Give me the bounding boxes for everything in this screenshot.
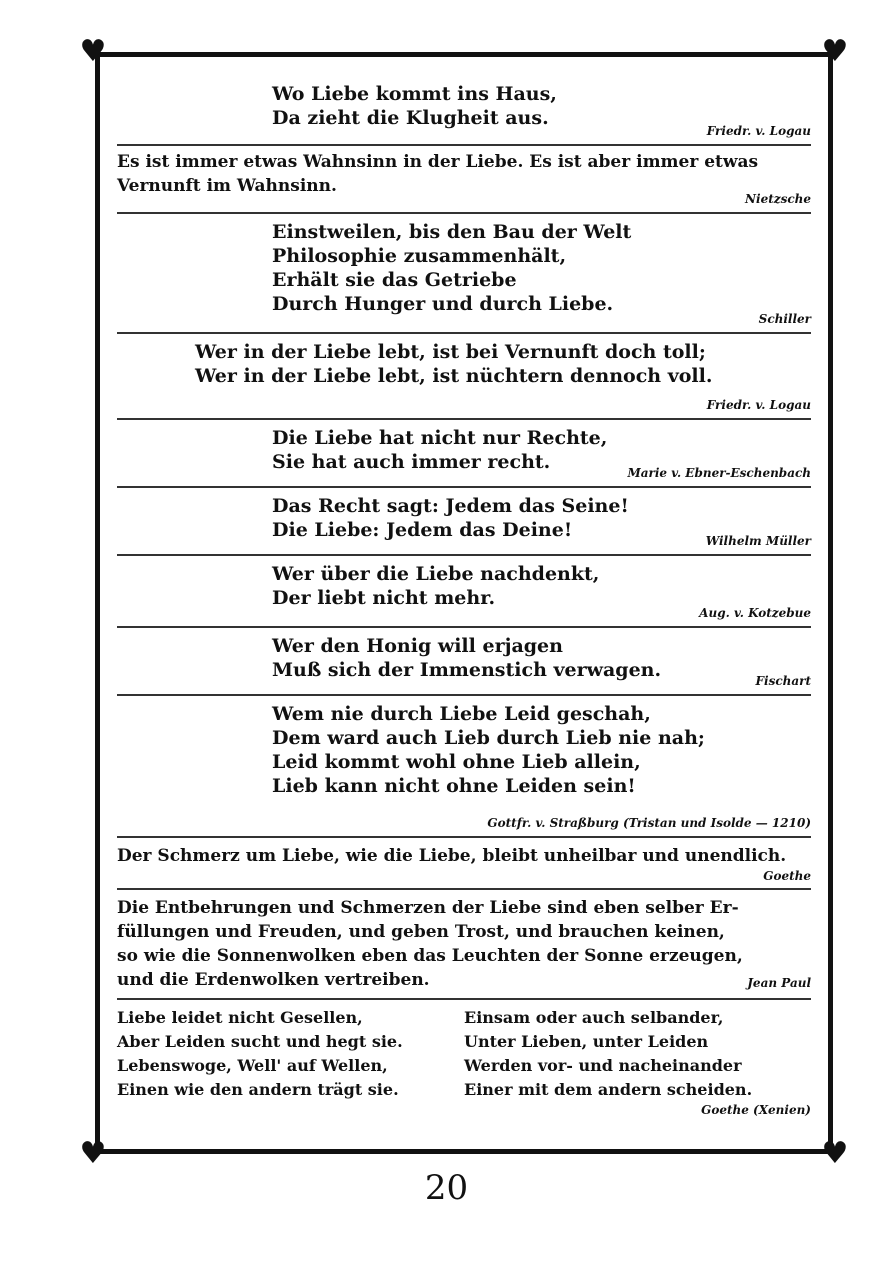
quote-line: Wer in der Liebe lebt, ist bei Vernunft doch toll; xyxy=(195,341,706,363)
quote-entry xyxy=(117,696,811,838)
quote-line: Einer mit dem andern scheiden. xyxy=(464,1080,753,1099)
quote-line: Vernunft im Wahnsinn. xyxy=(117,176,337,196)
quote-line: Liebe leidet nicht Gesellen, xyxy=(117,1008,363,1027)
quote-line: Werden vor- und nacheinander xyxy=(464,1056,742,1075)
quote-line: Der Schmerz um Liebe, wie die Liebe, bleibt unheilbar und unendlich. xyxy=(117,846,787,866)
quote-line: Einsam oder auch selbander, xyxy=(464,1008,724,1027)
quote-author: Goethe (Xenien) xyxy=(701,1103,811,1117)
frame-bottom-rule xyxy=(95,1149,833,1154)
quote-entry xyxy=(117,214,811,334)
quote-line: Die Liebe: Jedem das Deine! xyxy=(272,519,573,541)
quote-author: Gottfr. v. Straßburg (Tristan und Isolde — 1210) xyxy=(487,816,811,830)
frame-top-rule xyxy=(95,52,833,57)
quote-entry xyxy=(117,488,811,556)
quote-line: Unter Lieben, unter Leiden xyxy=(464,1032,709,1051)
quote-line: Dem ward auch Lieb durch Lieb nie nah; xyxy=(272,727,705,749)
quote-author: Aug. v. Kotzebue xyxy=(699,606,811,620)
quote-line: Wo Liebe kommt ins Haus, xyxy=(272,83,557,105)
quote-line: Da zieht die Klugheit aus. xyxy=(272,107,549,129)
quote-line: Der liebt nicht mehr. xyxy=(272,587,496,609)
quote-author: Marie v. Ebner-Eschenbach xyxy=(627,466,811,480)
quote-author: Fischart xyxy=(755,674,811,688)
quote-line: Einstweilen, bis den Bau der Welt xyxy=(272,221,632,243)
heart-ornament-icon: ♥ xyxy=(821,1136,849,1171)
quote-entry xyxy=(117,628,811,696)
quote-line: Einen wie den andern trägt sie. xyxy=(117,1080,399,1099)
quote-line: Die Liebe hat nicht nur Rechte, xyxy=(272,427,608,449)
heart-ornament-icon: ♥ xyxy=(79,34,107,69)
quote-line: Wer in der Liebe lebt, ist nüchtern dennoch voll. xyxy=(195,365,713,387)
quote-line: Die Entbehrungen und Schmerzen der Liebe sind eben selber Er- xyxy=(117,898,739,918)
quote-line: und die Erdenwolken vertreiben. xyxy=(117,970,430,990)
quote-entry xyxy=(117,838,811,890)
quote-author: Wilhelm Müller xyxy=(705,534,811,548)
quote-line: Sie hat auch immer recht. xyxy=(272,451,551,473)
quote-author: Nietzsche xyxy=(745,192,811,206)
quote-line: Wem nie durch Liebe Leid geschah, xyxy=(272,703,651,725)
heart-ornament-icon: ♥ xyxy=(821,34,849,69)
quote-entry xyxy=(117,1000,811,1122)
quote-line: Durch Hunger und durch Liebe. xyxy=(272,293,614,315)
quote-line: Das Recht sagt: Jedem das Seine! xyxy=(272,495,629,517)
quote-entry xyxy=(117,334,811,420)
quote-entry xyxy=(117,82,811,146)
quote-line: Aber Leiden sucht und hegt sie. xyxy=(117,1032,403,1051)
quote-line: Erhält sie das Getriebe xyxy=(272,269,517,291)
quote-line: so wie die Sonnenwolken eben das Leuchten der Sonne erzeugen, xyxy=(117,946,743,966)
quote-author: Goethe xyxy=(763,869,811,883)
quote-line: Philosophie zusammenhält, xyxy=(272,245,567,267)
quote-author: Schiller xyxy=(758,312,811,326)
heart-ornament-icon: ♥ xyxy=(79,1136,107,1171)
frame-left-rule xyxy=(95,52,100,1154)
quote-column-right xyxy=(464,1006,811,1102)
quotes-list xyxy=(117,82,811,1134)
page-number: 20 xyxy=(424,1168,469,1208)
quote-entry xyxy=(117,146,811,214)
quote-line: Lebenswoge, Well' auf Wellen, xyxy=(117,1056,388,1075)
quote-author: Jean Paul xyxy=(747,976,811,990)
frame-right-rule xyxy=(828,52,833,1154)
quote-entry xyxy=(117,890,811,1000)
quote-author: Friedr. v. Logau xyxy=(706,124,811,138)
page-frame xyxy=(79,34,849,1171)
quote-line: Wer über die Liebe nachdenkt, xyxy=(272,563,600,585)
quote-line: füllungen und Freuden, und geben Trost, und brauchen keinen, xyxy=(117,922,725,942)
quote-author: Friedr. v. Logau xyxy=(706,398,811,412)
quote-line: Muß sich der Immenstich verwagen. xyxy=(272,659,662,681)
quote-entry xyxy=(117,420,811,488)
quote-line: Wer den Honig will erjagen xyxy=(272,635,563,657)
quote-line: Lieb kann nicht ohne Leiden sein! xyxy=(272,775,636,797)
quote-column-left xyxy=(117,1006,464,1102)
quote-entry xyxy=(117,556,811,628)
quote-line: Es ist immer etwas Wahnsinn in der Liebe. Es ist aber immer etwas xyxy=(117,152,759,172)
quote-line: Leid kommt wohl ohne Lieb allein, xyxy=(272,751,641,773)
